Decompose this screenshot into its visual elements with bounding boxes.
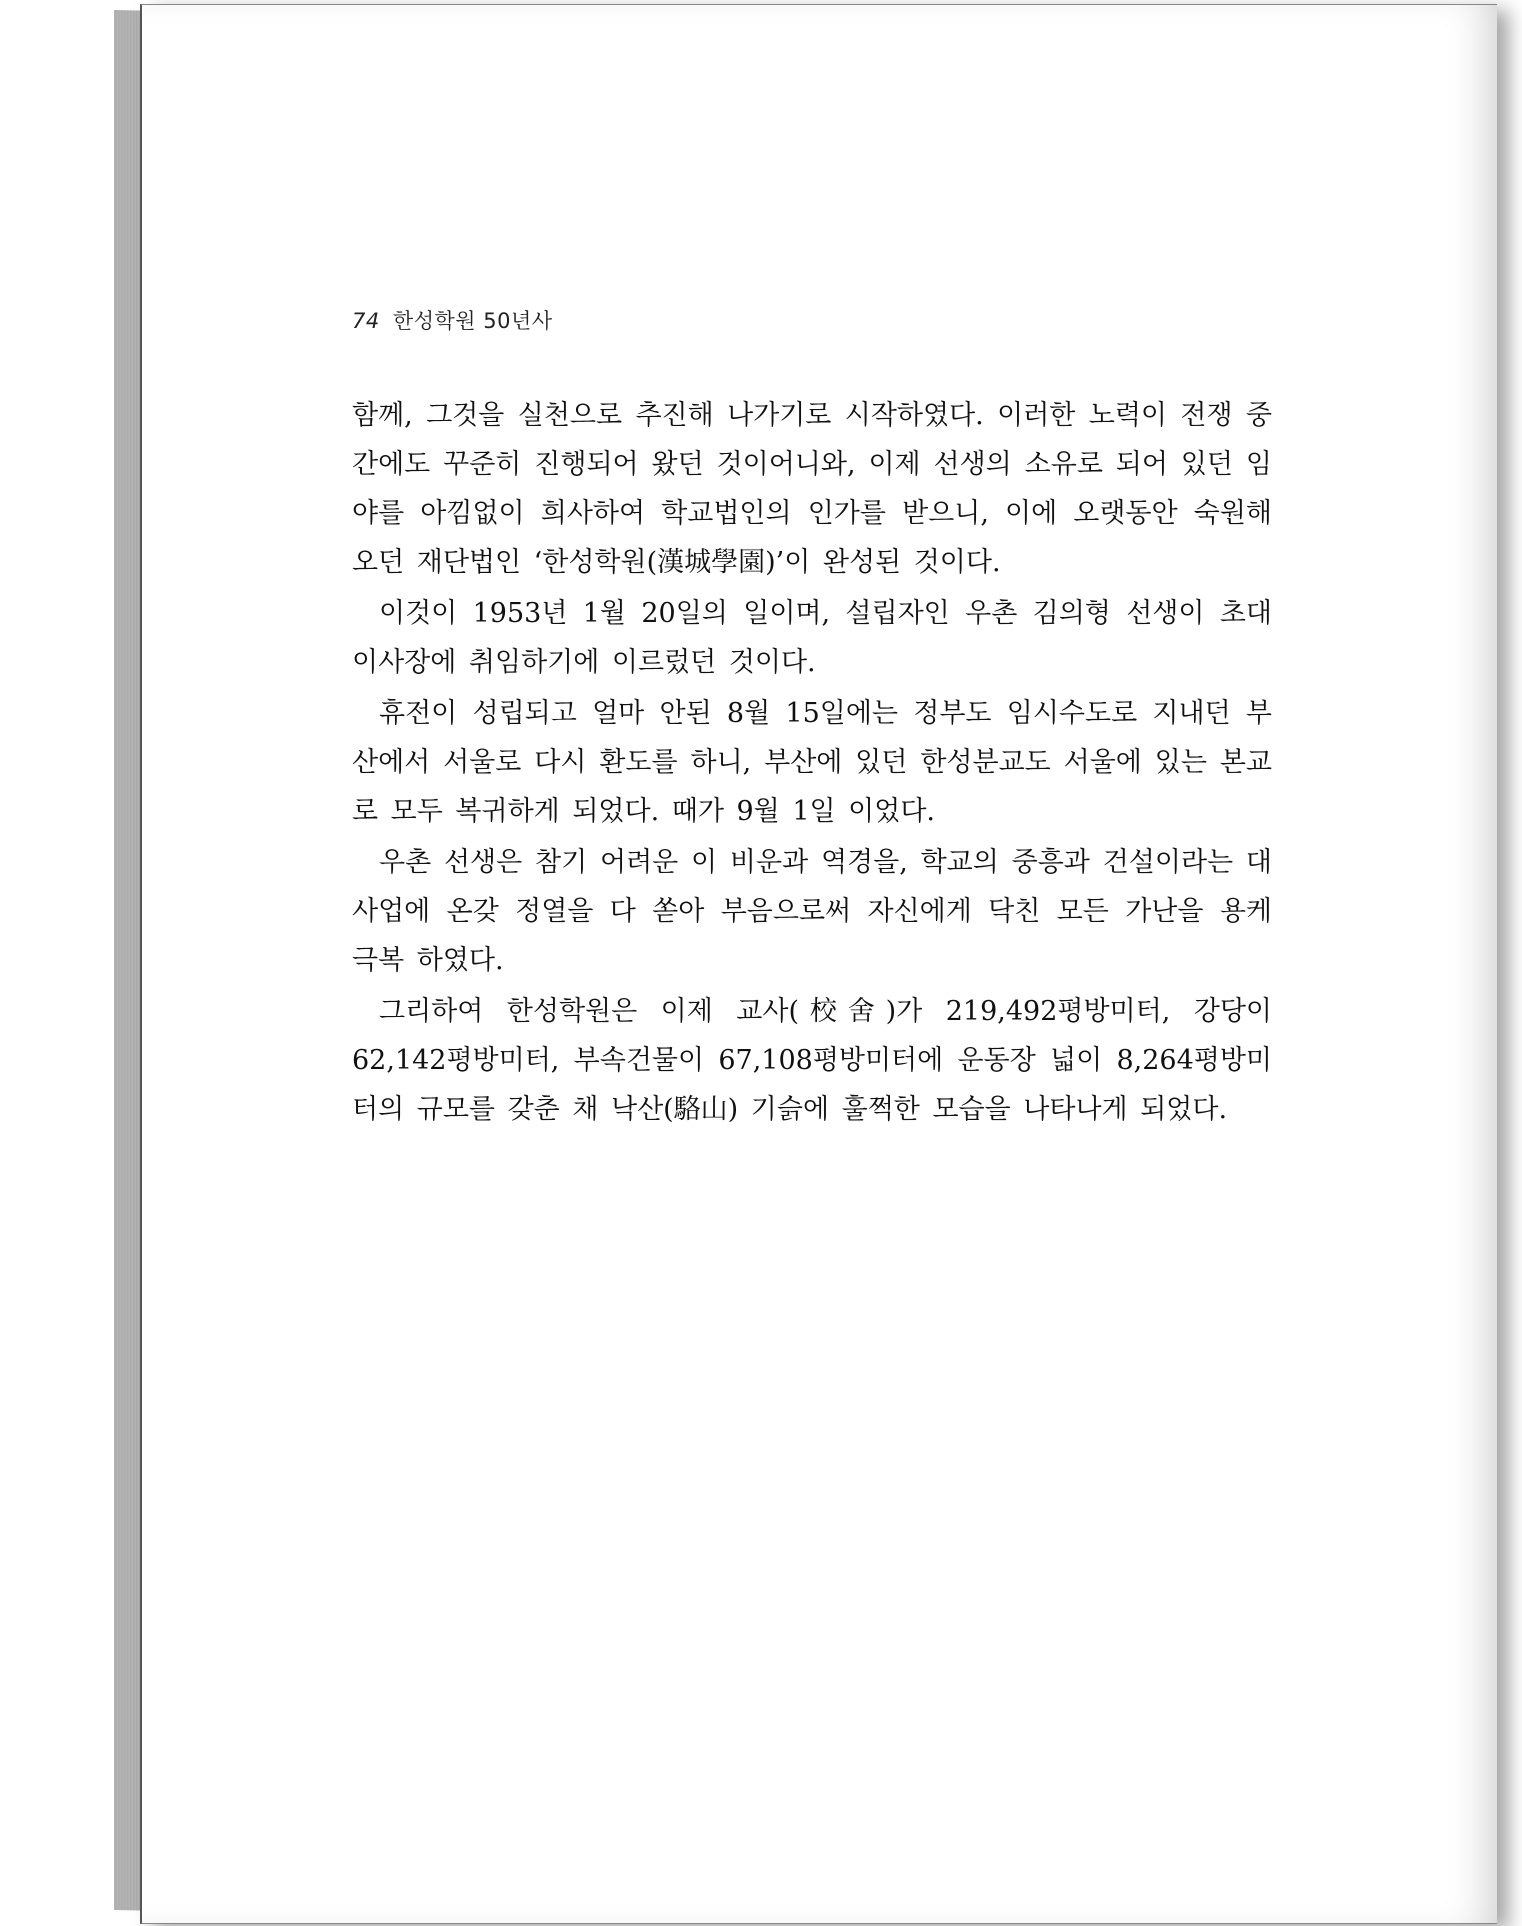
paragraph-5: 그리하여 한성학원은 이제 교사(校舍)가 219,492평방미터, 강당이 62,142평방미터, 부속건물이 67,108평방미터에 운동장 넓이 8,264평방미터의 규모를 갖춘 채 낙산(駱山) 기슭에 훌쩍한 모습을 나타나게 되었다.	[352, 996, 1272, 1125]
paragraph-1: 함께, 그것을 실천으로 추진해 나가기로 시작하였다. 이러한 노력이 전쟁 중간에도 꾸준히 진행되어 왔던 것이어니와, 이제 선생의 소유로 되어 있던 임야를 아낌없이 희사하여 학교법인의 인가를 받으니, 이에 오랫동안 숙원해 오던 재단법인 ‘한성학원(漢城學園)’이 완성된 것이다.	[352, 400, 1272, 578]
page-content	[352, 305, 1272, 1136]
running-header	[352, 305, 1272, 335]
book-title: 한성학원 50년사	[392, 309, 553, 333]
paragraph-3: 휴전이 성립되고 얼마 안된 8월 15일에는 정부도 임시수도로 지내던 부산에서 서울로 다시 환도를 하니, 부산에 있던 한성분교도 서울에 있는 본교로 모두 복귀하게 되었다. 때가 9월 1일 이었다.	[352, 698, 1272, 827]
book-page	[140, 4, 1497, 1924]
paragraph-4: 우촌 선생은 참기 어려운 이 비운과 역경을, 학교의 중흥과 건설이라는 대사업에 온갖 정열을 다 쏟아 부음으로써 자신에게 닥친 모든 가난을 용케 극복 하였다.	[352, 847, 1272, 976]
page-number: 74	[352, 309, 380, 333]
paragraph-2: 이것이 1953년 1월 20일의 일이며, 설립자인 우촌 김의형 선생이 초대 이사장에 취임하기에 이르렀던 것이다.	[352, 598, 1272, 678]
